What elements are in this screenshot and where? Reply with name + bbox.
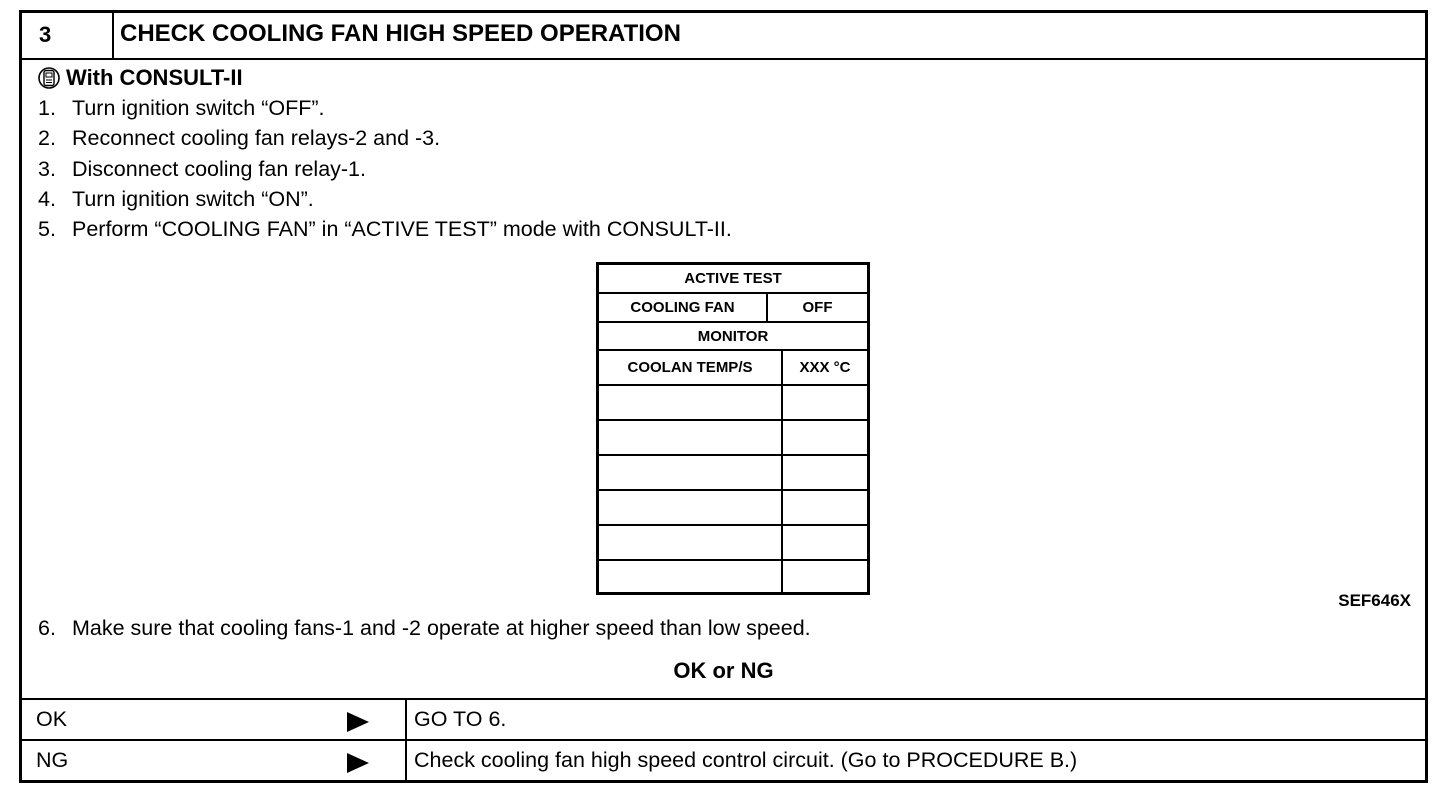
consult-label: With CONSULT-II (66, 65, 243, 90)
step-item: 4. Turn ignition switch “ON”. (38, 186, 314, 211)
test-item-label: COOLING FAN (599, 294, 768, 321)
procedure-box (19, 10, 1428, 783)
blank-row (599, 491, 867, 526)
result-key: NG (36, 748, 69, 772)
arrow-right-icon (347, 753, 369, 773)
test-item-value: OFF (802, 299, 833, 316)
step-item: 2. Reconnect cooling fan relays-2 and -3. (38, 126, 441, 151)
result-action: GO TO 6. (414, 707, 507, 731)
monitor-item-label: COOLAN TEMP/S (627, 359, 753, 376)
test-item-row (599, 294, 867, 323)
figure-code: SEF646X (1338, 591, 1411, 610)
result-action: Check cooling fan high speed control circuit. (Go to PROCEDURE B.) (414, 748, 1078, 772)
step-item: 3. Disconnect cooling fan relay-1. (38, 156, 366, 181)
monitor-heading-row (599, 323, 867, 351)
result-key: OK (36, 707, 68, 731)
procedure-steps (38, 93, 732, 244)
divider (405, 700, 407, 739)
active-test-screen (596, 262, 870, 595)
step-title: CHECK COOLING FAN HIGH SPEED OPERATION (120, 20, 681, 47)
arrow-right-icon (347, 712, 369, 732)
blank-row (599, 421, 867, 456)
result-row-ng (22, 739, 1425, 780)
monitor-heading: MONITOR (697, 327, 769, 345)
header-row (22, 13, 1425, 60)
blank-row (599, 386, 867, 421)
step-number: 3 (22, 13, 114, 58)
step-item: 5. Perform “COOLING FAN” in “ACTIVE TEST” mode with CONSULT-II. (38, 217, 732, 242)
figure-heading: ACTIVE TEST (684, 270, 782, 287)
step-item: 1. Turn ignition switch “OFF”. (38, 96, 325, 120)
result-row-ok (22, 698, 1425, 739)
figure-heading-row (599, 265, 867, 294)
consult-tool-icon (38, 66, 60, 90)
monitor-item-row (599, 351, 867, 386)
verdict-heading: OK or NG (673, 658, 774, 683)
column-divider (781, 351, 783, 592)
divider (405, 741, 407, 780)
consult-heading (38, 65, 243, 91)
step-item: 6. Make sure that cooling fans-1 and -2 operate at higher speed than low speed. (38, 616, 811, 640)
blank-row (599, 526, 867, 561)
monitor-item-value: XXX °C (799, 359, 851, 376)
blank-row (599, 456, 867, 491)
